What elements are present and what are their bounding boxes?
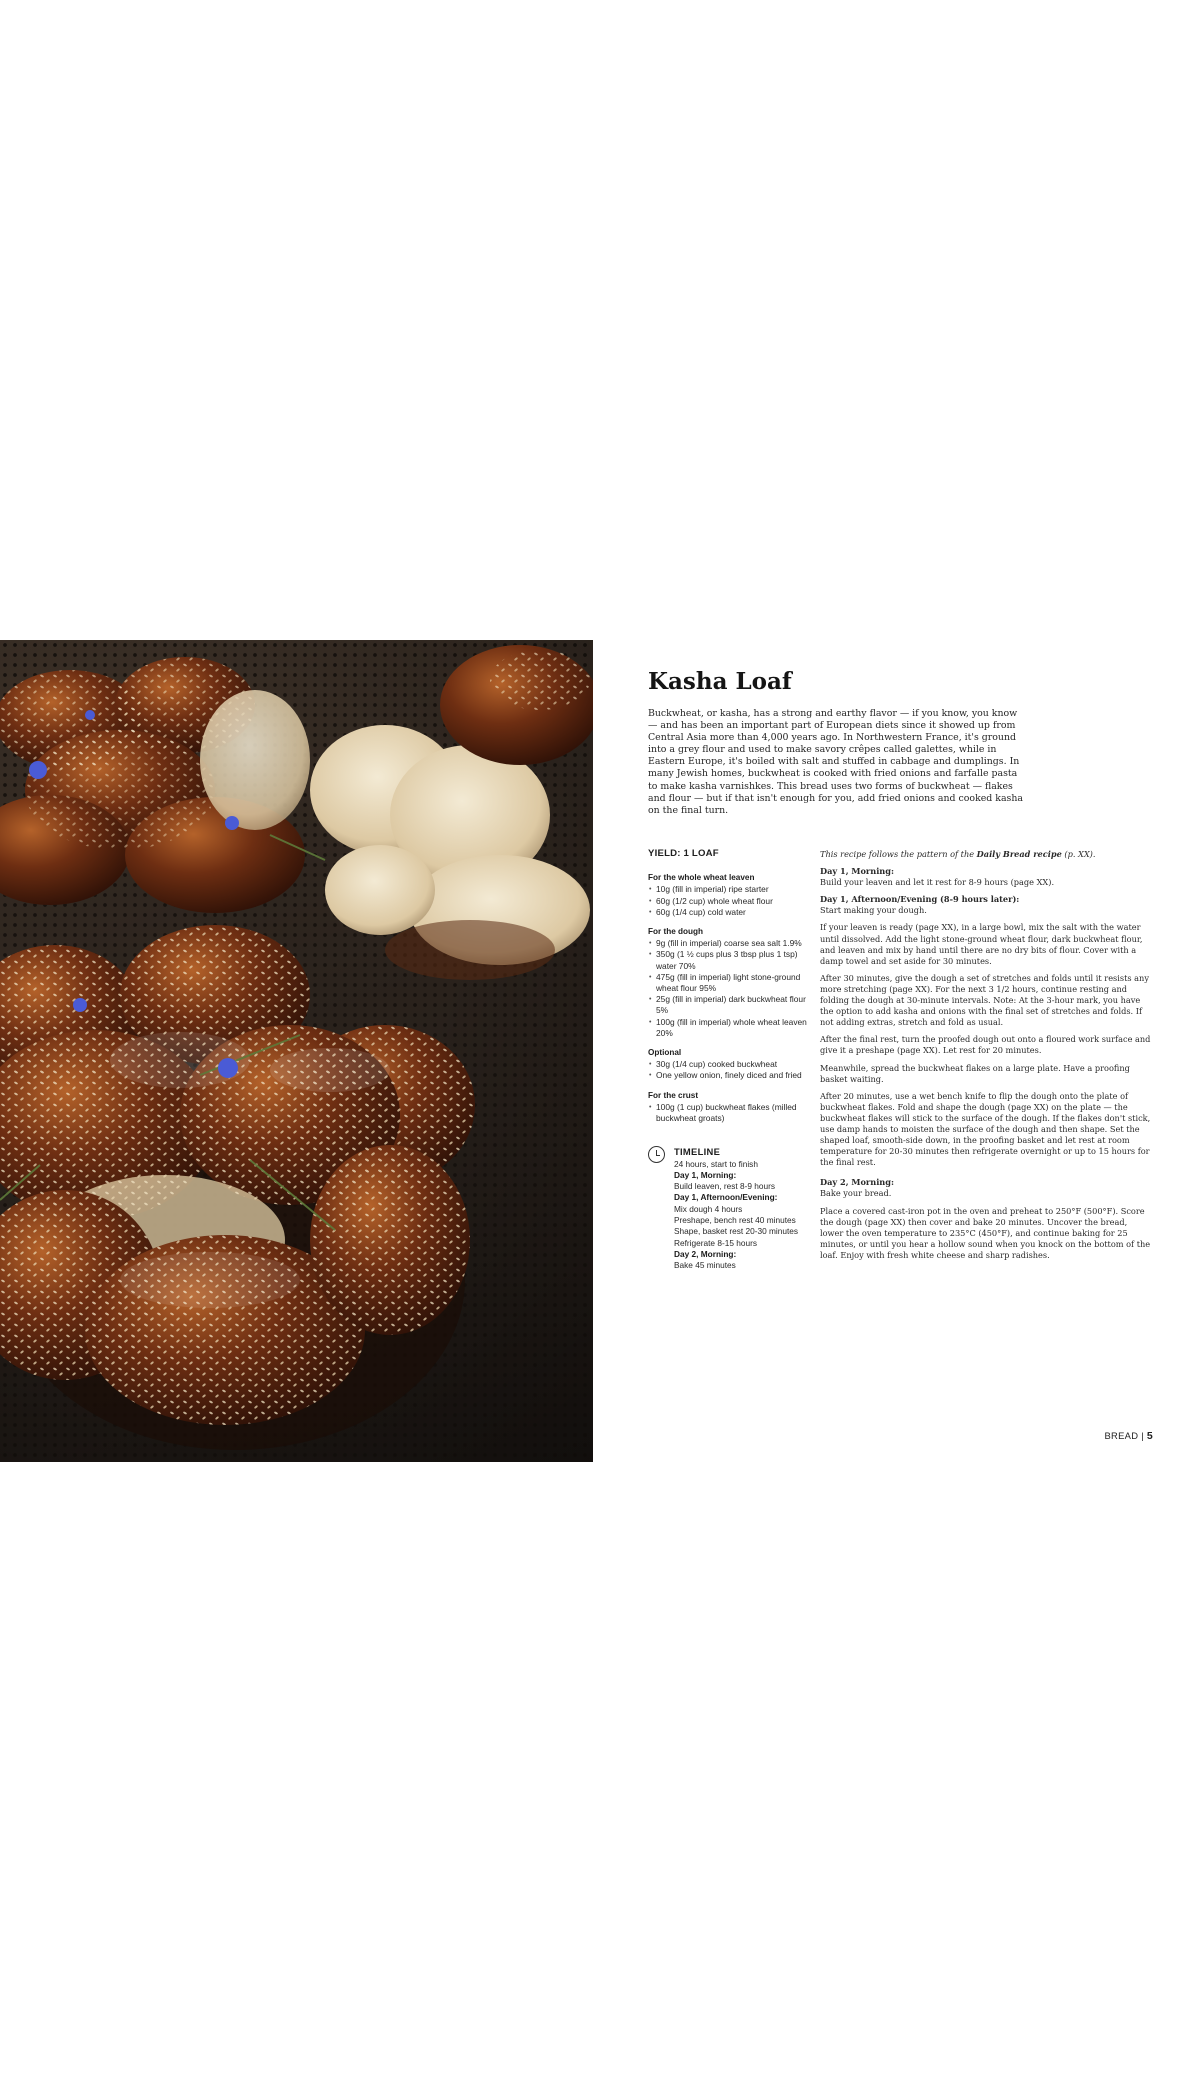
book-spread [0, 640, 1200, 1462]
ingredient-group-title: For the dough [648, 927, 704, 937]
timeline-step: Preshape, bench rest 40 minutes [674, 1215, 796, 1226]
ingredient-item: • 60g (1/4 cup) cold water [648, 907, 816, 918]
ingredient-item: • 475g (fill in imperial) light stone-ground wheat flour 95% [648, 972, 816, 994]
timeline-lines [674, 1159, 816, 1272]
timeline-day-heading: Day 2, Morning: [674, 1248, 737, 1259]
ingredient-item: • 100g (fill in imperial) whole wheat leaven 20% [648, 1017, 816, 1039]
ingredient-group [648, 1090, 816, 1125]
ingredient-item: • 25g (fill in imperial) dark buckwheat flour 5% [648, 994, 816, 1016]
recipe-note: This recipe follows the pattern of the Daily Bread recipe (p. XX). [820, 849, 1096, 859]
method-step [820, 973, 1153, 1028]
method-step [820, 866, 1153, 888]
page-folio: BREAD | 5 [1104, 1430, 1153, 1442]
ingredients-column [648, 848, 816, 1272]
timeline [648, 1146, 816, 1271]
method-step [820, 922, 1153, 966]
section-name: BREAD [1104, 1430, 1139, 1441]
timeline-step: Mix dough 4 hours [674, 1203, 743, 1214]
method-step [820, 1206, 1153, 1261]
ingredient-group-title: For the whole wheat leaven [648, 873, 755, 883]
method-step-text: Bake your bread. [820, 1188, 892, 1199]
clock-icon [648, 1146, 665, 1163]
ingredient-group-title: For the crust [648, 1090, 699, 1100]
timeline-day-heading: Day 1, Morning: [674, 1169, 737, 1180]
page-number: 5 [1146, 1430, 1153, 1442]
timeline-day-heading: Day 1, Afternoon/Evening: [674, 1192, 778, 1203]
ingredient-list [648, 884, 816, 918]
yield-label: YIELD: 1 LOAF [648, 848, 719, 859]
method-step-text: If your leaven is ready (page XX), in a large bowl, mix the salt with the water until dissolved. Add the light stone-ground wheat flour, dark buckwheat flour, and leaven and mix by hand until there are no dry bits of flour. Cover with a damp towel and set aside for 30 minutes. [820, 922, 1143, 966]
method-step-text: After 20 minutes, use a wet bench knife to flip the dough onto the plate of buckwheat flakes. Fold and shape the dough (page XX) on the plate — the buckwheat flakes will stick to the surface of the dough. If the flakes don't stick, use damp hands to moisten the surface of the dough and then shape. Set the shaped loaf, smooth-side down, in the proofing basket and let rest at room temperature for 20-30 minutes then refrigerate overnight or up to 15 hours for the final rest. [820, 1090, 1151, 1168]
method-step-text: Start making your dough. [820, 905, 927, 916]
ingredient-group [648, 872, 816, 918]
method-step [820, 1177, 1153, 1199]
timeline-step: Bake 45 minutes [674, 1260, 736, 1271]
method-step-heading: Day 1, Morning: [820, 866, 895, 877]
method-step-heading: Day 1, Afternoon/Evening (8-9 hours later): [820, 894, 1020, 905]
method-step-text: Build your leaven and let it rest for 8-9 hours (page XX). [820, 877, 1055, 888]
ingredient-item: • One yellow onion, finely diced and fried [648, 1070, 816, 1081]
ingredient-item: • 10g (fill in imperial) ripe starter [648, 884, 816, 895]
ingredient-groups [648, 872, 816, 1124]
recipe-page [648, 640, 1153, 1462]
ingredient-group-title: Optional [648, 1048, 682, 1058]
recipe-title: Kasha Loaf [648, 668, 792, 695]
ingredient-group [648, 926, 816, 1039]
timeline-step: 24 hours, start to finish [674, 1158, 758, 1169]
method-step-text: After 30 minutes, give the dough a set of stretches and folds until it resists any more stretching (page XX). For the next 3 1/2 hours, continue resting and folding the dough at 30-minute intervals. Note: At the 3-hour mark, you have the option to add kasha and onions with the final set of stretches and folds. If not adding extras, stretch and fold as usual. [820, 972, 1149, 1028]
ingredient-item: • 100g (1 cup) buckwheat flakes (milled buckwheat groats) [648, 1102, 816, 1124]
ingredient-list [648, 1059, 816, 1081]
ingredient-list [648, 938, 816, 1039]
recipe-intro: Buckwheat, or kasha, has a strong and earthy flavor — if you know, you know — and has been an important part of European diets since it showed up from Central Asia more than 4,000 years ago. In Northwestern France, it's ground into a grey flour and used to make savory crêpes called galettes, while in Eastern Europe, it's boiled with salt and stuffed in cabbage and dumplings. In many Jewish homes, buckwheat is cooked with fried onions and farfalle pasta to make kasha varnishkes. This bread uses two forms of buckwheat — flakes and flour — but if that isn't enough for you, add fried onions and cooked kasha on the final turn. [648, 708, 1023, 816]
method-step [820, 1063, 1153, 1085]
method-step-text: Meanwhile, spread the buckwheat flakes on a large plate. Have a proofing basket waiting. [820, 1062, 1130, 1084]
timeline-title: TIMELINE [674, 1146, 721, 1158]
ingredient-item: • 60g (1/2 cup) whole wheat flour [648, 896, 816, 907]
method-column [820, 849, 1153, 1267]
method-step [820, 1034, 1153, 1056]
ingredient-list [648, 1102, 816, 1124]
timeline-step: Refrigerate 8-15 hours [674, 1237, 758, 1248]
method-steps [820, 866, 1153, 1261]
method-step-text: After the final rest, turn the proofed dough out onto a floured work surface and give it a preshape (page XX). Let rest for 20 minutes. [820, 1034, 1151, 1056]
method-step [820, 894, 1153, 916]
daily-bread-reference: Daily Bread recipe [976, 849, 1062, 859]
ingredient-item: • 350g (1 ½ cups plus 3 tbsp plus 1 tsp) water 70% [648, 949, 816, 971]
timeline-step: Shape, basket rest 20-30 minutes [674, 1226, 799, 1237]
kasha-loaf-photo [0, 640, 593, 1462]
ingredient-item: • 9g (fill in imperial) coarse sea salt 1.9% [648, 938, 816, 949]
ingredient-group [648, 1047, 816, 1082]
method-step [820, 1091, 1153, 1169]
method-step-text: Place a covered cast-iron pot in the oven and preheat to 250°F (500°F). Score the dough (page XX) then cover and bake 20 minutes. Uncover the bread, lower the oven temperature to 235°C (450°F), and continue baking for 25 minutes, or until you hear a hollow sound when you knock on the bottom of the loaf. Enjoy with fresh white cheese and sharp radishes. [820, 1205, 1151, 1260]
ingredient-item: • 30g (1/4 cup) cooked buckwheat [648, 1059, 816, 1070]
method-step-heading: Day 2, Morning: [820, 1177, 895, 1188]
timeline-step: Build leaven, rest 8-9 hours [674, 1181, 776, 1192]
